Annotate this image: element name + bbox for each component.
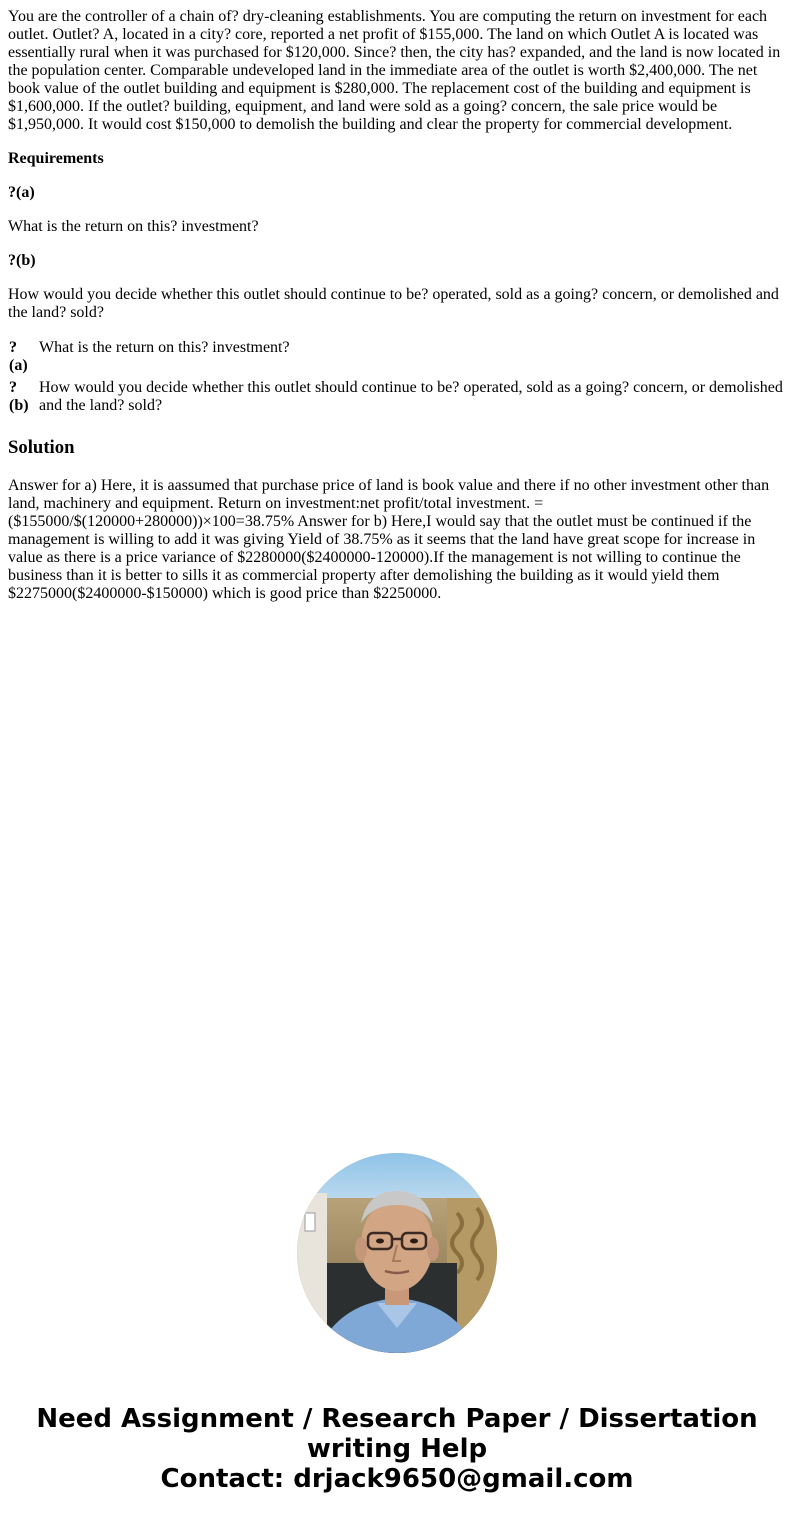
solution-heading: Solution (8, 437, 75, 458)
author-photo (297, 1153, 497, 1353)
part-a-label: ?(a) (8, 184, 35, 201)
requirement-label: ? (b) (9, 379, 29, 414)
table-row (8, 378, 784, 416)
table-row (8, 338, 784, 376)
part-a-question: What is the return on this? investment? (8, 218, 259, 235)
solution-text: Answer for a) Here, it is aassumed that purchase price of land is book value and there if no other investment other than land, machinery and equipment. Return on investment:net profit/total investment. = ($155000/$(120000+280000))×100=38.75% Answer for b) Here,I would say that the outlet must be continued if the management is willing to add it was giving Yield of 38.75% as it seems that the land have great scope for increase in value as there is a price variance of $2280000($2400000-120000).If the management is not willing to continue the business than it is better to sills it as commercial property after demolishing the building as it would yield them $2275000($2400000-$150000) which is good price than $2250000. (8, 477, 770, 602)
promo-banner (0, 1404, 794, 1494)
requirement-label: ? (a) (9, 339, 28, 374)
promo-contact: Contact: drjack9650@gmail.com (160, 1464, 634, 1494)
person-photo-icon (297, 1153, 497, 1353)
requirement-text: How would you decide whether this outlet should continue to be? operated, sold as a going? concern, or demolished and the land? sold? (39, 379, 783, 414)
problem-intro: You are the controller of a chain of? dry-cleaning establishments. You are computing the return on investment for each outlet. Outlet? A, located in a city? core, reported a net profit of $155,000. The land on which Outlet A is located was essentially rural when it was purchased for $120,000. Since? then, the city has? expanded, and the land is now located in the population center. Comparable undeveloped land in the immediate area of the outlet is worth $2,400,000. The net book value of the outlet building and equipment is $280,000. The replacement cost of the building and equipment is $1,600,000. If the outlet? building, equipment, and land were sold as a going? concern, the sale price would be $1,950,000. It would cost $150,000 to demolish the building and clear the property for commercial development. (8, 8, 781, 133)
requirements-heading: Requirements (8, 150, 104, 167)
part-b-question: How would you decide whether this outlet should continue to be? operated, sold as a going? concern, or demolished and the land? sold? (8, 286, 779, 321)
requirements-table (6, 336, 786, 418)
promo-line-1: Need Assignment / Research Paper / Dissertation (36, 1404, 758, 1434)
requirement-text: What is the return on this? investment? (39, 339, 290, 356)
promo-line-2: writing Help (306, 1434, 488, 1464)
part-b-label: ?(b) (8, 252, 36, 269)
document-body (8, 8, 786, 603)
